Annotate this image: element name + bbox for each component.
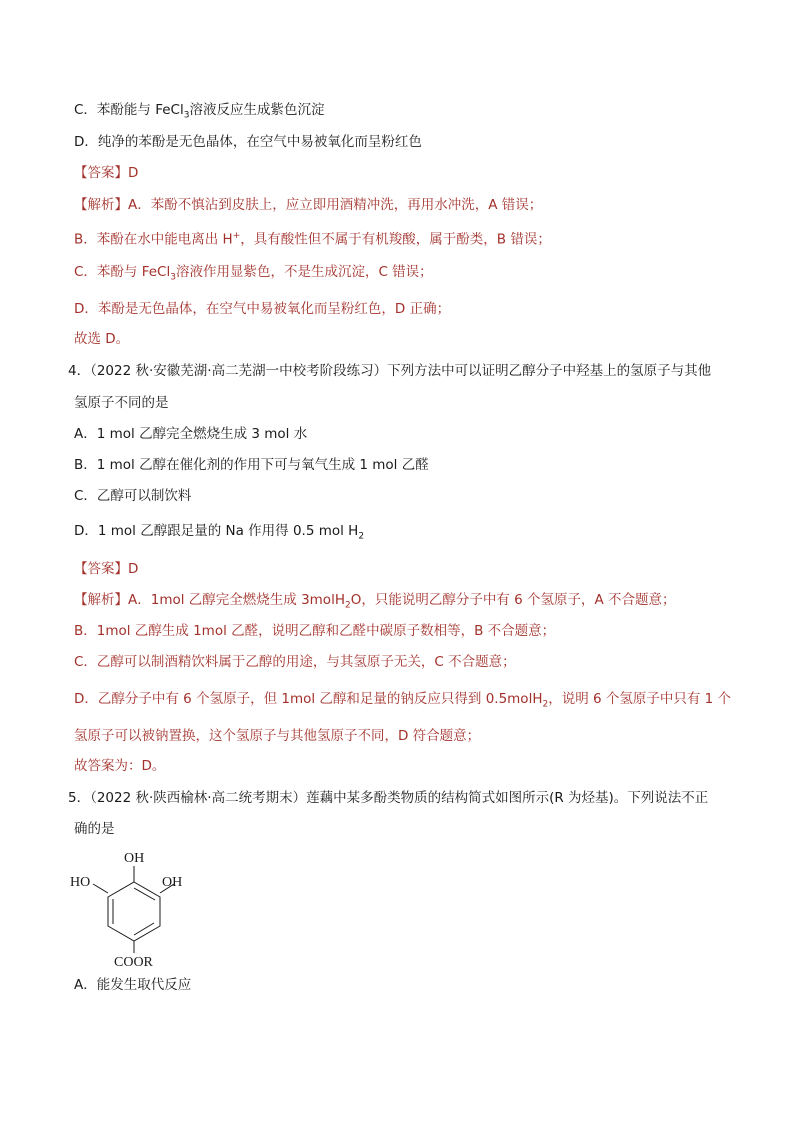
q3-analysis-b: B．苯酚在水中能电离出 H+，具有酸性但不属于有机羧酸，属于酚类，B 错误； bbox=[74, 231, 551, 248]
q3-conclusion: 故选 D。 bbox=[74, 331, 130, 347]
q4-analysis-d-line2: 氢原子可以被钠置换，这个氢原子与其他氢原子不同，D 符合题意； bbox=[74, 728, 481, 744]
q4-stem-line2: 氢原子不同的是 bbox=[74, 395, 169, 411]
q5-stem-line1: 5．（2022 秋·陕西榆林·高二统考期末）莲藕中某多酚类物质的结构简式如图所示(R 为烃基)。下列说法不正 bbox=[68, 790, 709, 806]
bond-left bbox=[93, 884, 108, 893]
q4-analysis-c: C．乙醇可以制酒精饮料属于乙醇的用途，与其氢原子无关，C 不合题意； bbox=[74, 654, 516, 670]
structural-formula bbox=[66, 848, 206, 968]
q4-analysis-b: B．1mol 乙醇生成 1mol 乙醛，说明乙醇和乙醛中碳原子数相等，B 不合题意； bbox=[74, 623, 556, 639]
benzene-ring bbox=[108, 882, 160, 941]
q4-analysis-a: 【解析】A．1mol 乙醇完全燃烧生成 3molH$_2$O，只能说明乙醇分子中有 6 个氢原子，A 不合题意； bbox=[74, 592, 676, 611]
q3-analysis-c: C．苯酚与 FeCl$_3$溶液作用显紫色，不是生成沉淀，C 错误； bbox=[74, 264, 433, 283]
q4-answer bbox=[74, 560, 138, 578]
q4-option-c: C．乙醇可以制饮料 bbox=[74, 488, 192, 504]
answer-tag: 【答案】 bbox=[74, 561, 128, 577]
oh-top-label: OH bbox=[124, 851, 145, 866]
answer-value: D bbox=[128, 165, 139, 181]
q4-analysis-d-line1: D．乙醇分子中有 6 个氢原子，但 1mol 乙醇和足量的钠反应只得到 0.5molH$_2$，说明 6 个氢原子中只有 1 个 bbox=[74, 691, 732, 710]
answer-value: D bbox=[128, 561, 139, 577]
q4-option-b: B．1 mol 乙醇在催化剂的作用下可与氧气生成 1 mol 乙醛 bbox=[74, 457, 429, 473]
q5-option-a: A．能发生取代反应 bbox=[74, 977, 192, 993]
analysis-tag: 【解析】 bbox=[74, 197, 128, 213]
ring-double-bond-2 bbox=[134, 923, 154, 935]
q3-analysis-a: 【解析】A．苯酚不慎沾到皮肤上，应立即用酒精冲洗，再用水冲洗，A 错误； bbox=[74, 197, 543, 213]
q4-stem-line1: 4．（2022 秋·安徽芜湖·高二芜湖一中校考阶段练习）下列方法中可以证明乙醇分子中羟基上的氢原子与其他 bbox=[68, 363, 712, 379]
ring-double-bond-1 bbox=[134, 888, 155, 900]
q3-analysis-d: D．苯酚是无色晶体，在空气中易被氧化而呈粉红色，D 正确； bbox=[74, 301, 451, 317]
q3-answer bbox=[74, 164, 138, 182]
oh-right-label: OH bbox=[162, 875, 183, 890]
q3-option-c: C．苯酚能与 FeCl$_3$溶液反应生成紫色沉淀 bbox=[74, 102, 325, 121]
q3-option-d: D．纯净的苯酚是无色晶体，在空气中易被氧化而呈粉红色 bbox=[74, 134, 422, 150]
q4-conclusion: 故答案为：D。 bbox=[74, 758, 166, 774]
oh-left-label: HO bbox=[70, 875, 91, 890]
q4-option-d: D．1 mol 乙醇跟足量的 Na 作用得 0.5 mol $H_2$ bbox=[74, 523, 365, 542]
coor-label: COOR bbox=[114, 955, 153, 968]
answer-tag: 【答案】 bbox=[74, 165, 128, 181]
analysis-tag: 【解析】 bbox=[74, 592, 128, 608]
q4-option-a: A．1 mol 乙醇完全燃烧生成 3 mol 水 bbox=[74, 426, 308, 442]
q5-stem-line2: 确的是 bbox=[74, 821, 115, 837]
